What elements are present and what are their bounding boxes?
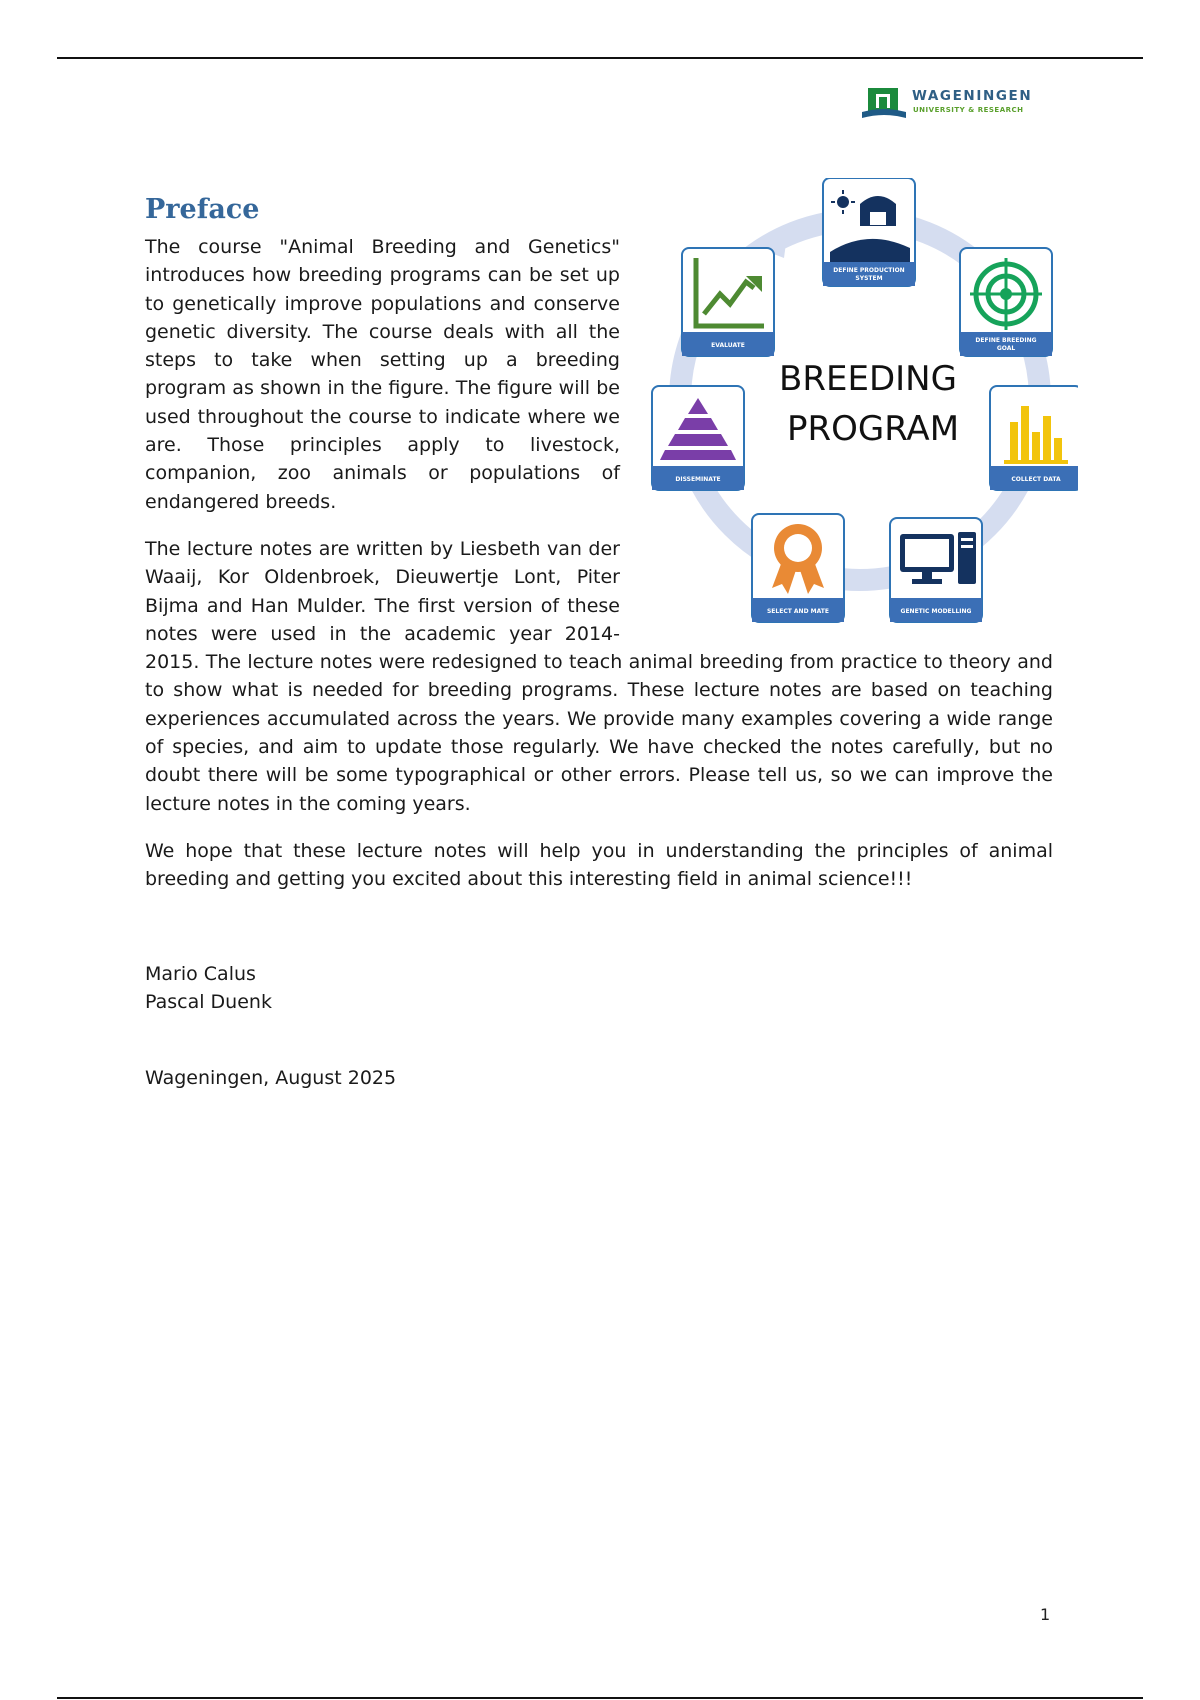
center-title-line1: BREEDING (779, 359, 957, 399)
step-collect-data (990, 386, 1078, 490)
preface-section (145, 190, 1061, 1092)
page-title: Preface (145, 194, 260, 225)
step-disseminate (652, 386, 744, 490)
step-select-mate (752, 514, 844, 622)
label-genetic-modelling: GENETIC MODELLING (900, 608, 972, 615)
sun-icon (837, 196, 849, 208)
center-title-line2: PROGRAM (786, 409, 960, 449)
logo-subtitle: UNIVERSITY & RESEARCH (913, 106, 1024, 114)
page-number: 1 (1040, 1605, 1051, 1624)
logo-name: WAGENINGEN (912, 88, 1033, 104)
step-define-production (823, 178, 915, 286)
wur-logo (860, 84, 1040, 126)
label-evaluate: EVALUATE (711, 342, 745, 349)
label-define-production-1: DEFINE PRODUCTION (833, 267, 905, 274)
author-name: Pascal Duenk (145, 990, 272, 1013)
label-select-mate: SELECT AND MATE (766, 608, 830, 615)
bottom-rule (57, 1697, 1143, 1699)
breeding-program-figure (638, 178, 1078, 628)
label-define-goal-2: GOAL (996, 345, 1016, 352)
label-define-goal-1: DEFINE BREEDING (975, 337, 1037, 344)
wur-logo-icon (860, 84, 908, 124)
paragraph-3: We hope that these lecture notes will help you in understanding the principles of animal breeding and getting you excited about this interesting field in animal science!!! (145, 839, 1053, 891)
authors-block (145, 960, 1053, 1017)
label-disseminate: DISSEMINATE (675, 476, 721, 483)
label-define-production-2: SYSTEM (855, 275, 883, 282)
paragraph-2: The lecture notes are written by Liesbeth van der Waaij, Kor Oldenbroek, Dieuwertje Lont, Piter Bijma and Han Mulder. The first version of these notes were used in the academic year 2014-2015. The lecture notes were redesigned to teach animal breeding from practice to theory and to show what is needed for breeding programs. These lecture notes are based on teaching experiences accumulated across the years. We provide many examples covering a wide range of species, and aim to update those regularly. We have checked the notes carefully, but no doubt there will be some typographical or other errors. Please tell us, so we can improve the lecture notes in the coming years. (145, 537, 1053, 815)
author-name: Mario Calus (145, 962, 256, 985)
top-rule (57, 57, 1143, 59)
place-date: Wageningen, August 2025 (145, 1067, 397, 1090)
step-genetic-modelling (890, 518, 982, 622)
step-define-goal (960, 248, 1052, 356)
paragraph-1: The course "Animal Breeding and Genetics" introduces how breeding programs can be set up to genetically improve populations and conserve genetic diversity. The course deals with all the steps to take when setting up a breeding program as shown in the figure. The figure will be used throughout the course to indicate where we are. Those principles apply to livestock, companion, zoo animals or populations of endangered breeds. (145, 236, 620, 513)
step-evaluate (682, 248, 774, 356)
label-collect-data: COLLECT DATA (1011, 476, 1061, 483)
